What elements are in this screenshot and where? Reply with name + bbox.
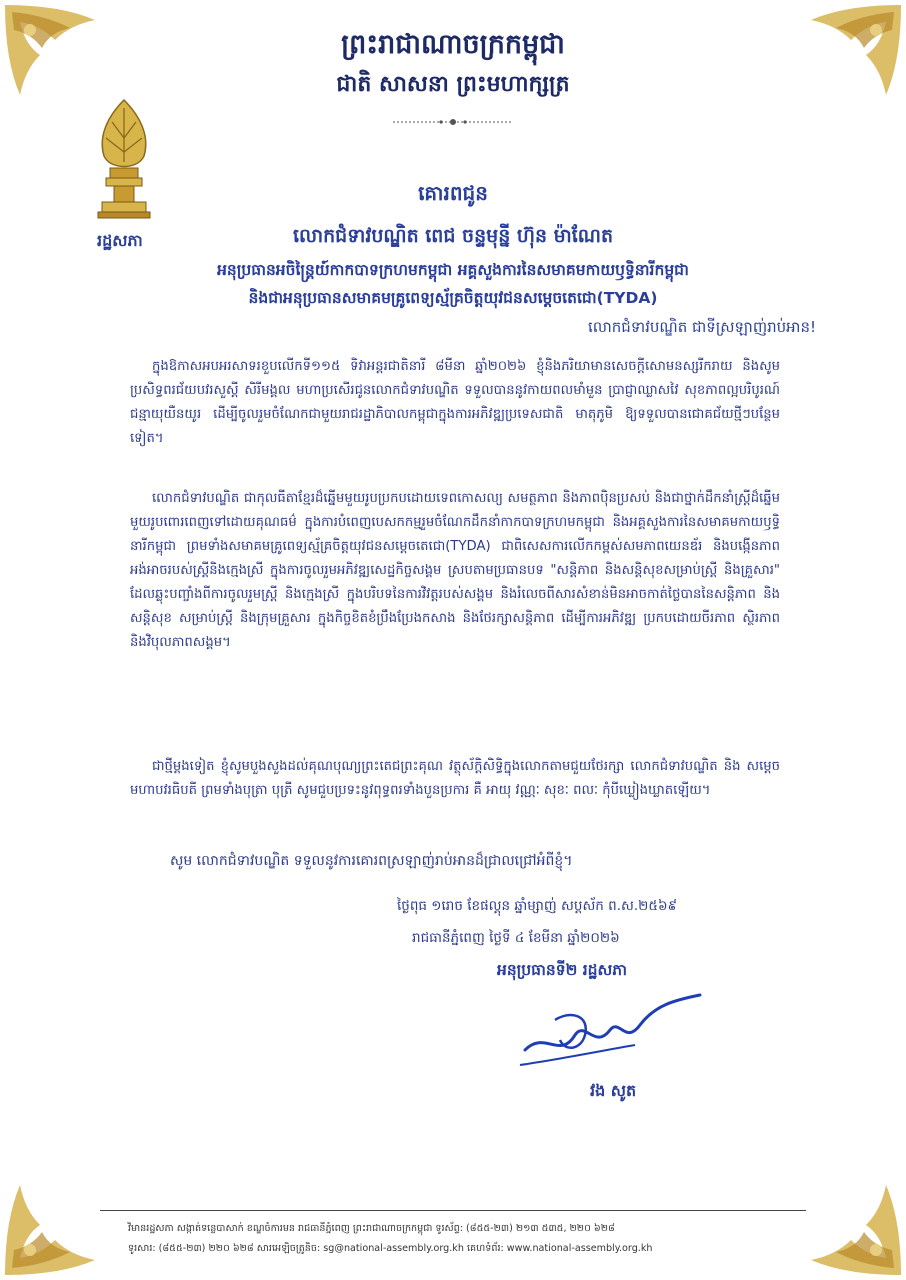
handwritten-signature [515,990,705,1080]
ornament-corner-bottom-right [796,1170,906,1280]
body-paragraph-1: ក្នុងឱកាសអបអរសាទរខួបលើកទី១១៥ ទិវាអន្តរជាតិនារី ៨មីនា ឆ្នាំ២០២៦ ខ្ញុំនិងភរិយាមានសេចក្តីសោមនស្សរីករាយ និងសូមប្រសិទ្ធពរជ័យបវរសួស្តី សិរីមង្គល មហាប្រសើរជូនលោកជំទាវបណ្ឌិត ទទួលបាននូវកាយពលមាំមួន ប្រាជ្ញាឈ្លាសវៃ សុខភាពល្អបរិបូរណ៍ ជន្មាយុយឺនយូរ ដើម្បីចូលរួមចំណែកជាមួយរាជរដ្ឋាភិបាលកម្ពុជាក្នុងការអភិវឌ្ឍប្រទេសជាតិ មាតុភូមិ ឱ្យទទួលបានជោគជ័យថ្មីៗបន្ថែមទៀត។ [130,359,780,446]
ornamental-divider [393,117,513,127]
footer-contact: ទូរសារ: (៨៥៥-២៣) ២២០ ៦២៨ សារអេឡិចត្រូនិច: sg@national-assembly.org.kh គេហទំព័រ: www.national-assembly.org.kh [128,1243,653,1254]
ornament-corner-bottom-left [0,1170,110,1280]
to-title: គោរពជូន [418,181,488,205]
recipient-role-line-1: អនុប្រធានអចិន្ត្រៃយ៍កាកបាទក្រហមកម្ពុជា អគ្គសួងការនៃសមាគមកាយឫទ្ធិនារីកម្ពុជា [217,261,689,279]
signer-name: វង សូត [590,1081,637,1100]
body-paragraph-2: លោកជំទាវបណ្ឌិត ជាកុលធីតាខ្មែរដ៏ឆ្នើមមួយរូបប្រកបដោយទេពកោសល្យ សមត្ថភាព និងភាពប៉ិនប្រសប់ និងជាថ្នាក់ដឹកនាំស្ត្រីដ៏ឆ្នើមមួយរូបពោរពេញទៅដោយគុណធម៌ ក្នុងការបំពេញបេសកកម្មរួមចំណែកដឹកនាំកាកបាទក្រហមកម្ពុជា និងអគ្គសួងការនៃសមាគមកាយឫទ្ធិនារីកម្ពុជា ព្រមទាំងសមាគមគ្រូពេទ្យស្ម័គ្រចិត្តយុវជនសម្តេចតេជោ(TYDA) ជាពិសេសការលើកកម្ពស់សមភាពយេនឌ័រ និងបង្កើនភាពអង់អាចរបស់ស្ត្រីនិងក្មេងស្រី ក្នុងការចូលរួមអភិវឌ្ឍសេដ្ឋកិច្ចសង្គម ស្របតាមប្រធានបទ "សន្តិភាព និងសន្តិសុខសម្រាប់ស្ត្រី និងគ្រួសារ" ដែលឆ្លុះបញ្ចាំងពីការចូលរួមស្ត្រី និងក្មេងស្រី ក្នុងបរិបទនៃការវិវត្តរបស់សង្គម និងរំលេចពីសារសំខាន់មិនអាចកាត់ថ្លៃបាននៃសន្តិភាព និងសន្តិសុខ សម្រាប់ស្ត្រី និងក្រុមគ្រួសារ ក្នុងកិច្ចខិតខំប្រឹងប្រែងកសាង និងថែរក្សាសន្តិភាព ដើម្បីការអភិវឌ្ឍ ប្រកបដោយចីរភាព ស្ថិរភាព និងវិបុលភាពសង្គម។ [130,491,780,650]
national-motto: ជាតិ សាសនា ព្រះមហាក្សត្រ [336,72,570,97]
date-lunar: ថ្ងៃពុធ ១រោច ខែផល្គុន ឆ្នាំម្សាញ់ សប្តស័ក ព.ស.២៥៦៩ [397,898,678,914]
recipient-name: លោកជំទាវបណ្ឌិត ពេជ ចន្ទមុន្នី ហ៊ុន ម៉ាណែត [292,225,614,247]
sender-org: រដ្ឋសភា [97,231,143,250]
body-paragraph-3: ជាថ្មីម្តងទៀត ខ្ញុំសូមបួងសួងដល់គុណបុណ្យព្រះតេជព្រះគុណ វត្ថុស័ក្តិសិទ្ធិក្នុងលោកតាមជួយថែរក្សា លោកជំទាវបណ្ឌិត និង សម្តេចមហាបវរធិបតី ព្រមទាំងបុត្រា បុត្រី សូមជួបប្រទះនូវពុទ្ធពរទាំងបួនប្រការ គឺ អាយុ វណ្ណៈ សុខៈ ពលៈ កុំបីឃ្លៀងឃ្លាតឡើយ។ [130,759,780,798]
signer-title: អនុប្រធានទី២ រដ្ឋសភា [497,961,627,979]
salutation: លោកជំទាវបណ្ឌិត ជាទីស្រឡាញ់រាប់អាន! [587,318,816,336]
closing-line: សូម លោកជំទាវបណ្ឌិត ទទួលនូវការគោរពស្រឡាញ់រាប់អានដ៏ជ្រាលជ្រៅអំពីខ្ញុំ។ [170,853,573,869]
kingdom-heading: ព្រះរាជាណាចក្រកម្ពុជា [341,29,565,60]
footer-address: វិមានរដ្ឋសភា សង្កាត់ទន្លេបាសាក់ ខណ្ឌចំការមន រាជធានីភ្នំពេញ ព្រះរាជាណាចក្រកម្ពុជា ទូរស័ព្ទ: (៨៥៥-២៣) ២១៣ ៥៣៥, ២២០ ៦២៨ [128,1223,615,1234]
date-solar: រាជធានីភ្នំពេញ ថ្ងៃទី ៤ ខែមីនា ឆ្នាំ២០២៦ [412,930,620,946]
recipient-role-line-2: និងជាអនុប្រធានសមាគមគ្រូពេទ្យស្ម័គ្រចិត្តយុវជនសម្តេចតេជោ(TYDA) [248,289,658,307]
footer-divider [100,1210,806,1211]
